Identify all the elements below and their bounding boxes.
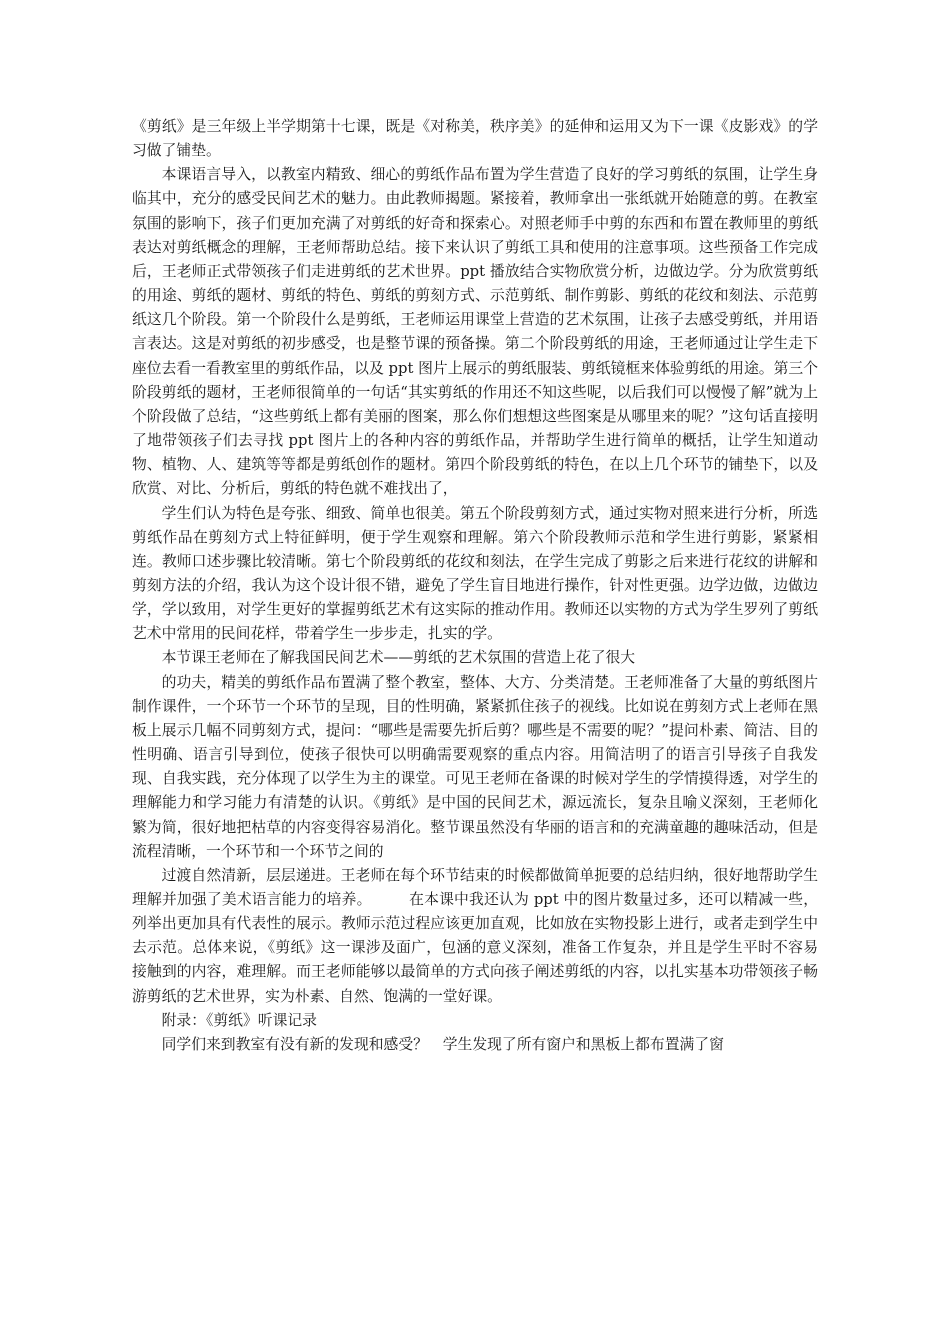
paragraph-evaluation: 过渡自然清新，层层递进。王老师在每个环节结束的时候都做简单扼要的总结归纳，很好地帮助学生理解并加强了美术语言能力的培养。 在本课中我还认为 ppt 中的图片数量过多，还可以精减一些，列举出更加具有代表性的展示。教师示范过程应该更加直观，比如放在实物投影上进行，或者走到学生中去示范。总体来说，《剪纸》这一课涉及面广，包涵的意义深刻，准备工作复杂，并且是学生平时不容易接触到的内容，难理解。而王老师能够以最简单的方式向孩子阐述剪纸的内容，以扎实基本功带领孩子畅游剪纸的艺术世界，实为朴素、自然、饱满的一堂好课。 — [132, 866, 818, 1005]
document-body — [132, 115, 818, 1057]
paragraph-atmosphere: 本节课王老师在了解我国民间艺术——剪纸的艺术氛围的营造上花了很大 — [161, 649, 636, 667]
paragraph-effort: 的功夫，精美的剪纸作品布置满了整个教室，整体、大方、分类清楚。王老师准备了大量的剪纸图片制作课件，一个环节一个环节的呈现，目的性明确，紧紧抓住孩子的视线。比如说在剪刻方式上老师在黑板上展示几幅不同剪刻方式，提问：“哪些是需要先折后剪？哪些是不需要的呢？”提问朴素、简洁、目的性明确、语言引导到位，使孩子很快可以明确需要观察的重点内容。用简洁明了的语言引导孩子自我发现、自我实践，充分体现了以学生为主的课堂。可见王老师在备课的时候对学生的学情摸得透，对学生的理解能力和学习能力有清楚的认识。《剪纸》是中国的民间艺术，源远流长，复杂且喻义深刻，王老师化繁为简，很好地把枯草的内容变得容易消化。整节课虽然没有华丽的语言和的充满童趣的趣味活动，但是流程清晰，一个环节和一个环节之间的 — [132, 673, 818, 860]
paragraph-stages: 学生们认为特色是夸张、细致、简单也很美。第五个阶段剪刻方式，通过实物对照来进行分析，所选剪纸作品在剪刻方式上特征鲜明，便于学生观察和理解。第六个阶段教师示范和学生进行剪影，紧紧相连。教师口述步骤比较清晰。第七个阶段剪纸的花纹和刻法，在学生完成了剪影之后来进行花纹的讲解和剪刻方法的介绍，我认为这个设计很不错，避免了学生盲目地进行操作，针对性更强。边学边做，边做边学，学以致用，对学生更好的掌握剪纸艺术有这实际的推动作用。教师还以实物的方式为学生罗列了剪纸艺术中常用的民间花样，带着学生一步步走，扎实的学。 — [132, 504, 818, 643]
paragraph-lesson-flow: 本课语言导入，以教室内精致、细心的剪纸作品布置为学生营造了良好的学习剪纸的氛围，让学生身临其中，充分的感受民间艺术的魅力。由此教师揭题。紧接着，教师拿出一张纸就开始随意的剪。在教室氛围的影响下，孩子们更加充满了对剪纸的好奇和探索心。对照老师手中剪的东西和布置在教师里的剪纸表达对剪纸概念的理解，王老师帮助总结。接下来认识了剪纸工具和使用的注意事项。这些预备工作完成后，王老师正式带领孩子们走进剪纸的艺术世界。ppt 播放结合实物欣赏分析，边做边学。分为欣赏剪纸的用途、剪纸的题材、剪纸的特色、剪纸的剪刻方式、示范剪纸、制作剪影、剪纸的花纹和刻法、示范剪纸这几个阶段。第一个阶段什么是剪纸，王老师运用课堂上营造的艺术氛围，让孩子去感受剪纸，并用语言表达。这是对剪纸的初步感受，也是整节课的预备操。第二个阶段剪纸的用途，王老师通过让学生走下座位去看一看教室里的剪纸作品，以及 ppt 图片上展示的剪纸服装、剪纸镜框来体验剪纸的用途。第三个阶段剪纸的题材，王老师很简单的一句话“其实剪纸的作用还不知这些呢，以后我们可以慢慢了解”就为上个阶段做了总结，“这些剪纸上都有美丽的图案，那么你们想想这些图案是从哪里来的呢？”这句话直接明了地带领孩子们去寻找 ppt 图片上的各种内容的剪纸作品，并帮助学生进行简单的概括，让学生知道动物、植物、人、建筑等等都是剪纸创作的题材。第四个阶段剪纸的特色，在以上几个环节的铺垫下，以及欣赏、对比、分析后，剪纸的特色就不难找出了， — [132, 166, 818, 498]
paragraph-appendix-record: 同学们来到教室有没有新的发现和感受？ 学生发现了所有窗户和黑板上都布置满了窗 — [161, 1035, 724, 1053]
paragraph-intro: 《剪纸》是三年级上半学期第十七课，既是《对称美，秩序美》的延伸和运用又为下一课《皮影戏》的学习做了铺垫。 — [132, 118, 818, 160]
paragraph-appendix-title: 附录：《剪纸》听课记录 — [161, 1011, 317, 1029]
